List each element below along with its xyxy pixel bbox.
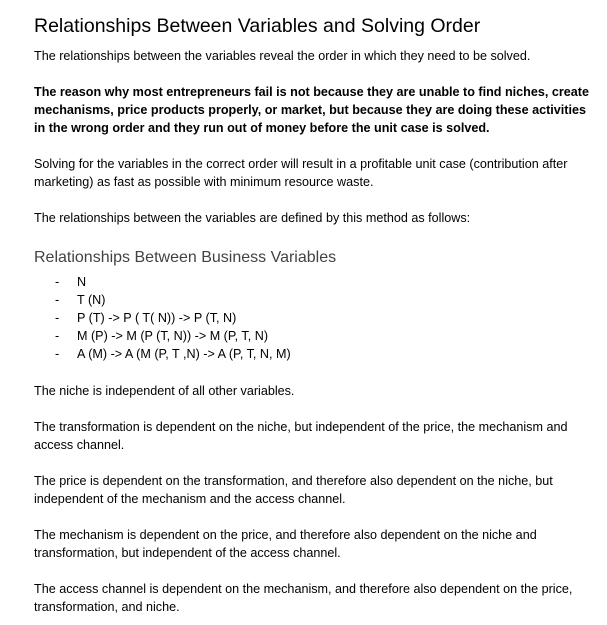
definition-paragraph: The relationships between the variables are defined by this method as follows: [34, 211, 471, 225]
price-explanation: The price is dependent on the transformation, and therefore also dependent on the niche, but independent of the mechanism and the access channel. [34, 474, 553, 506]
list-item [34, 291, 291, 309]
transformation-explanation: The transformation is dependent on the niche, but independent of the price, the mechanism and access channel. [34, 420, 568, 452]
section-heading: Relationships Between Business Variables [34, 249, 337, 266]
list-item [34, 309, 291, 327]
solving-order-paragraph: Solving for the variables in the correct order will result in a profitable unit case (contribution after marketing) as fast as possible with minimum resource waste. [34, 157, 568, 189]
relationships-list [34, 273, 291, 363]
bullet-dash: - [55, 275, 60, 289]
relationship-mechanism: M (P) -> M (P (T, N)) -> M (P, T, N) [77, 329, 269, 343]
bullet-dash: - [55, 347, 60, 361]
niche-explanation: The niche is independent of all other variables. [34, 384, 295, 398]
list-item [34, 273, 291, 291]
relationship-price: P (T) -> P ( T( N)) -> P (T, N) [77, 311, 237, 325]
relationship-niche: N [77, 275, 87, 289]
bullet-dash: - [55, 329, 60, 343]
bullet-dash: - [55, 293, 60, 307]
mechanism-explanation: The mechanism is dependent on the price, and therefore also dependent on the niche and transformation, but independent of the access channel. [34, 528, 537, 560]
page-title: Relationships Between Variables and Solving Order [34, 15, 481, 37]
entrepreneur-failure-paragraph: The reason why most entrepreneurs fail is not because they are unable to find niches, create mechanisms, price products properly, or market, but because they are doing these activities in the wrong order and they run out of money before the unit case is solved. [34, 85, 589, 135]
list-item [34, 345, 291, 363]
bullet-dash: - [55, 311, 60, 325]
list-item [34, 327, 291, 345]
relationship-transformation: T (N) [77, 293, 106, 307]
access-channel-explanation: The access channel is dependent on the mechanism, and therefore also dependent on the price, transformation, and niche. [34, 582, 573, 614]
relationship-access-channel: A (M) -> A (M (P, T ,N) -> A (P, T, N, M) [77, 347, 291, 361]
intro-paragraph: The relationships between the variables reveal the order in which they need to be solved. [34, 49, 531, 63]
